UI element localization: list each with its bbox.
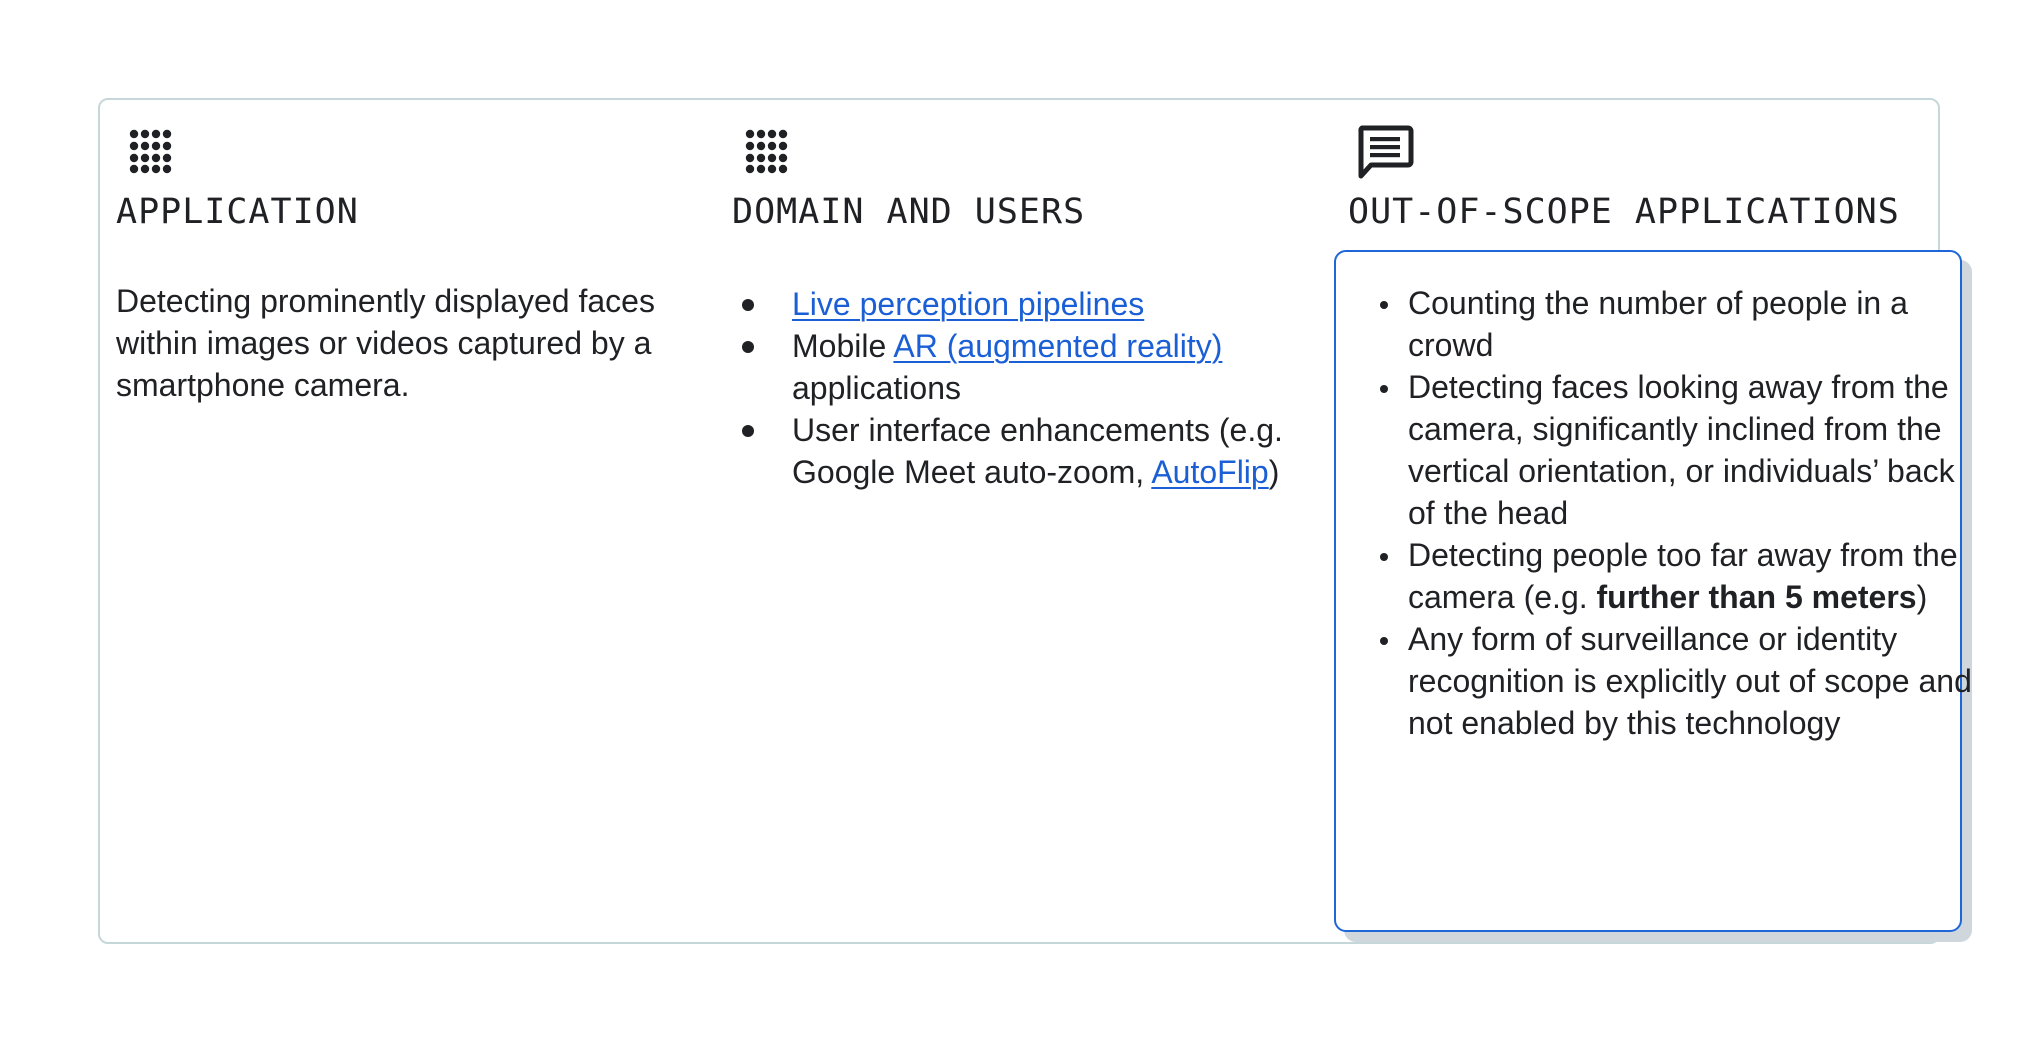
chat-bubble-icon bbox=[1356, 124, 1414, 182]
list-item-text: Detecting people too far away from the camera (e.g. bbox=[1408, 537, 1958, 615]
list-item bbox=[1408, 534, 1978, 618]
list-item-text: ) bbox=[1916, 579, 1928, 615]
application-description: Detecting prominently displayed faces within images or videos captured by a smartphone camera. bbox=[116, 283, 655, 403]
list-item-text: Mobile bbox=[792, 328, 894, 364]
live-perception-pipelines-link[interactable]: Live perception pipelines bbox=[792, 286, 1145, 322]
grid-dots-icon bbox=[744, 128, 790, 174]
grid-dots-icon bbox=[128, 128, 174, 174]
list-item-text: applications bbox=[792, 370, 961, 406]
out-of-scope-column bbox=[1348, 100, 1972, 942]
list-item: Counting the number of people in a crowd bbox=[1408, 282, 1978, 366]
application-heading: APPLICATION bbox=[116, 192, 359, 232]
list-item bbox=[792, 409, 1372, 493]
out-of-scope-list bbox=[1366, 282, 1978, 744]
distance-emphasis: further than 5 meters bbox=[1596, 579, 1917, 615]
domain-users-heading: DOMAIN AND USERS bbox=[732, 192, 1086, 232]
out-of-scope-box bbox=[1334, 250, 1972, 932]
list-item: Any form of surveillance or identity recognition is explicitly out of scope and not enabled by this technology bbox=[1408, 618, 1978, 744]
list-item: Detecting faces looking away from the camera, significantly inclined from the vertical orientation, or individuals’ back of the head bbox=[1408, 366, 1978, 534]
ar-augmented-reality-link[interactable]: AR (augmented reality) bbox=[893, 328, 1223, 364]
out-of-scope-heading: OUT-OF-SCOPE APPLICATIONS bbox=[1348, 192, 1900, 232]
list-item bbox=[792, 283, 1372, 325]
list-item-text: User interface enhancements (e.g. Google Meet auto-zoom, bbox=[792, 412, 1283, 490]
model-card-section bbox=[98, 98, 1972, 944]
list-item bbox=[792, 325, 1372, 409]
autoflip-link[interactable]: AutoFlip bbox=[1151, 454, 1269, 490]
list-item-text: ) bbox=[1268, 454, 1280, 490]
domain-users-column bbox=[732, 100, 1322, 942]
domain-users-list bbox=[732, 283, 1372, 493]
application-column bbox=[116, 100, 706, 942]
